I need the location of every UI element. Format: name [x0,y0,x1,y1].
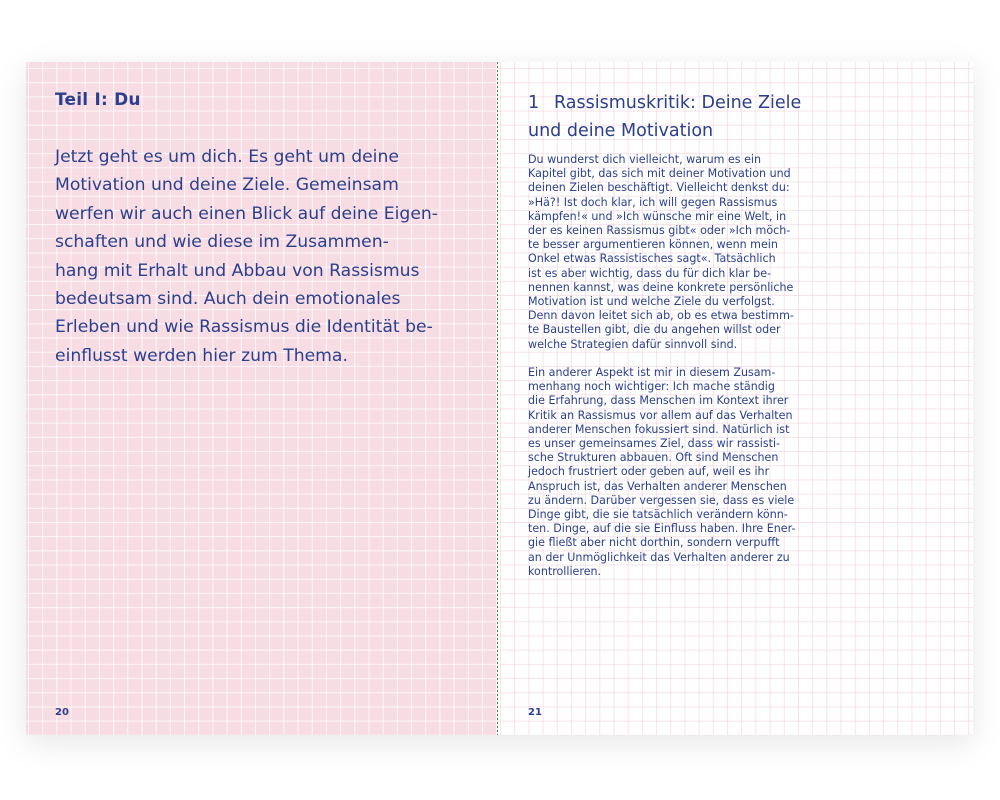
body-line: die Erfahrung, dass Menschen im Kontext ihrer [528,394,789,408]
body-line: ten. Dinge, auf die sie Einfluss haben. Ihre Ener- [528,522,796,536]
body-line: anderer Menschen fokussiert sind. Natürlich ist [528,422,790,436]
intro-line: schaften und wie diese im Zusammen- [55,232,389,253]
part-title: Teil I: Du [55,90,141,110]
body-line: jedoch frustriert oder geben auf, weil es ihr [528,465,770,479]
body-line: kämpfen!« und »Ich wünsche mir eine Welt, in [528,209,787,223]
body-line: nennen kannst, was deine konkrete persönliche [528,280,794,294]
body-line: es unser gemeinsames Ziel, dass wir rassisti- [528,437,781,451]
body-line: Du wunderst dich vielleicht, warum es ein [528,153,762,166]
body-line: Motivation ist und welche Ziele du verfolgst. [528,295,775,309]
chapter-number: 1 [528,93,540,113]
body-line: te besser argumentieren können, wenn mein [528,238,778,252]
body-line: Kritik an Rassismus vor allem auf das Verhalten [528,408,793,422]
body-line: Kapitel gibt, das sich mit deiner Motivation und [528,167,791,181]
body-paragraph-1 [528,153,830,352]
body-line: kontrollieren. [528,564,602,578]
page-number-left: 20 [55,707,69,718]
intro-line: werfen wir auch einen Blick auf deine Eigen- [55,203,439,224]
body-line: zu ändern. Darüber vergessen sie, dass es viele [528,493,795,507]
body-line: Anspruch ist, das Verhalten anderer Menschen [528,479,787,493]
intro-line: hang mit Erhalt und Abbau von Rassismus [55,260,420,281]
body-line: Denn davon leitet sich ab, ob es etwa bestimm- [528,309,794,323]
body-line: welche Strategien dafür sinnvoll sind. [528,337,738,351]
book-spread [26,62,973,735]
intro-line: Jetzt geht es um dich. Es geht um deine [55,147,399,167]
body-line: menhang noch wichtiger: Ich mache ständig [528,380,775,394]
body-paragraph-2 [528,366,830,579]
intro-line: Motivation und deine Ziele. Gemeinsam [55,175,399,196]
chapter-title-line: Rassismuskritik: Deine Ziele [554,93,802,113]
intro-text [55,143,485,370]
body-line: deinen Zielen beschäftigt. Vielleicht denkst du: [528,181,790,195]
page-number-right: 21 [528,707,542,718]
chapter-title [528,89,948,146]
body-line: sche Strukturen abbauen. Oft sind Menschen [528,451,779,465]
body-line: te Baustellen gibt, die du angehen willst oder [528,323,781,337]
right-page [498,62,973,735]
intro-line: einflusst werden hier zum Thema. [55,345,348,366]
body-line: Onkel etwas Rassistisches sagt«. Tatsächlich [528,252,776,266]
body-line: ist es aber wichtig, dass du für dich klar be- [528,266,772,280]
body-line: Dinge gibt, die sie tatsächlich verändern könn- [528,508,788,522]
body-line: der es keinen Rassismus gibt« oder »Ich möch- [528,224,791,238]
intro-line: bedeutsam sind. Auch dein emotionales [55,289,401,310]
body-line: gie fließt aber nicht dorthin, sondern verpufft [528,536,780,550]
intro-line: Erleben und wie Rassismus die Identität be- [55,317,433,338]
left-page [26,62,498,735]
body-line: »Hä?! Ist doch klar, ich will gegen Rassismus [528,195,778,209]
body-line: Ein anderer Aspekt ist mir in diesem Zusam- [528,366,776,379]
body-line: an der Unmöglichkeit das Verhalten anderer zu [528,550,790,564]
chapter-title-line: und deine Motivation [528,121,714,142]
